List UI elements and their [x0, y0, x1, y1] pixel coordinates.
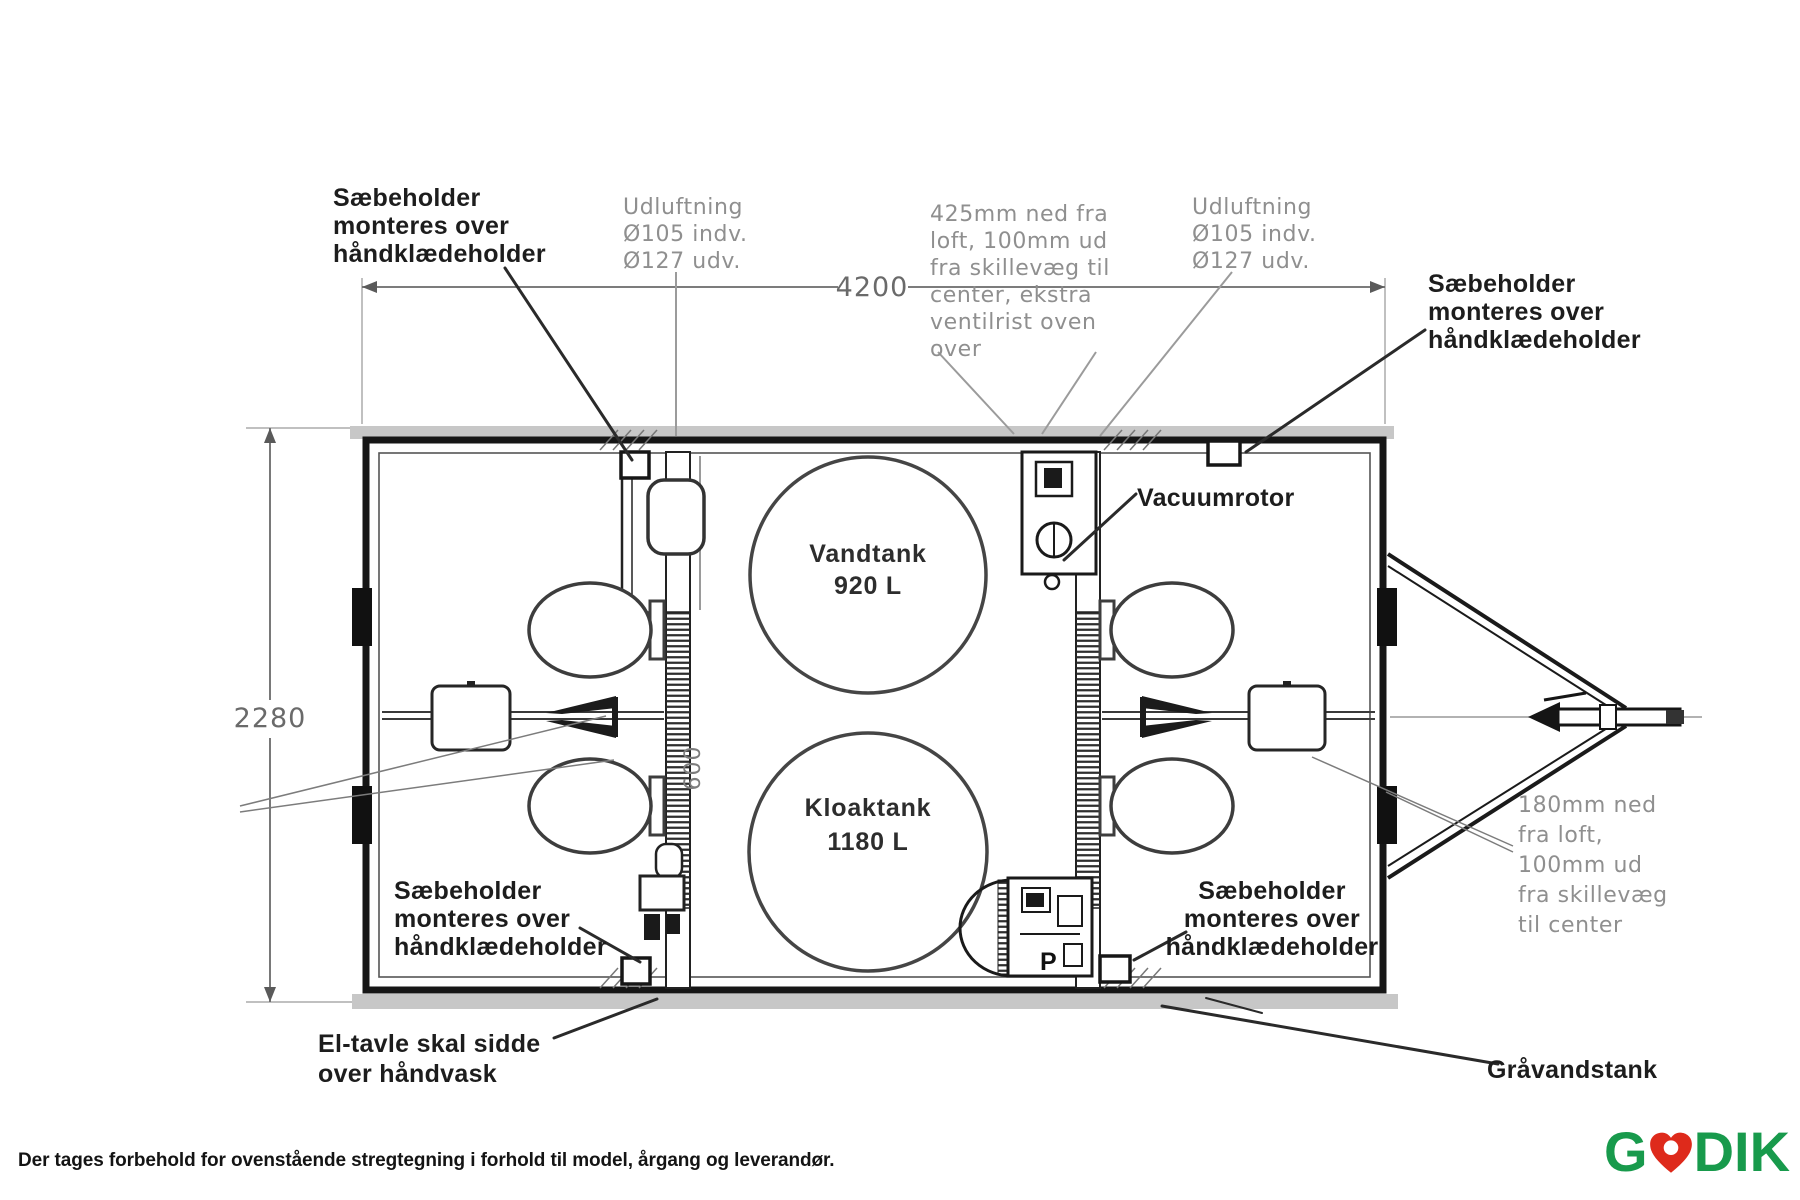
- label-el-tavle: [318, 1030, 540, 1088]
- label-line: Ø127 udv.: [1192, 249, 1310, 274]
- label-line: 100mm ud: [1518, 853, 1643, 878]
- label-line: 425mm ned fra: [930, 202, 1109, 227]
- water-tank-volume: 920 L: [834, 572, 902, 600]
- label-soap-top-left: [333, 184, 546, 268]
- dimension-width: [362, 272, 1385, 424]
- dimension-height: [234, 428, 356, 1002]
- sink-upper-left: [648, 480, 704, 554]
- sewage-tank-volume: 1180 L: [827, 828, 909, 856]
- vacuum-unit-top: [1022, 452, 1096, 589]
- label-line: monteres over: [1183, 905, 1361, 933]
- label-line: fra skillevæg til: [930, 256, 1110, 281]
- label-line: over: [930, 337, 982, 362]
- label-line: center, ekstra: [930, 283, 1093, 308]
- label-line: Ø127 udv.: [623, 249, 741, 274]
- label-line: El-tavle skal sidde: [318, 1030, 541, 1058]
- label-ceiling-425: [930, 202, 1110, 362]
- label-line: 180mm ned: [1518, 793, 1657, 818]
- wheel-right-front: [1377, 588, 1397, 646]
- label-line: håndklædeholder: [394, 933, 607, 961]
- logo-text-g: G: [1604, 1120, 1648, 1183]
- label-soap-top-right: [1428, 270, 1641, 354]
- washstand-left: [432, 681, 510, 750]
- label-line: til center: [1518, 913, 1623, 938]
- water-tank: [750, 457, 986, 693]
- label-line: håndklædeholder: [333, 240, 546, 268]
- label-vacuum-rotor: Vacuumrotor: [1137, 484, 1295, 512]
- label-line: Ø105 indv.: [1192, 222, 1317, 247]
- label-greywater-tank: Gråvandstank: [1487, 1056, 1658, 1084]
- label-line: ventilrist oven: [930, 310, 1097, 335]
- wheel-left-front: [352, 588, 372, 646]
- label-line: Sæbeholder: [1198, 877, 1346, 905]
- dimension-height-label: 2280: [233, 703, 307, 734]
- wheel-right-rear: [1377, 786, 1397, 844]
- label-line: Sæbeholder: [1428, 270, 1576, 298]
- label-line: monteres over: [1428, 298, 1605, 326]
- label-line: Ø105 indv.: [623, 222, 748, 247]
- godik-logo: [1604, 1120, 1791, 1183]
- label-line: Sæbeholder: [333, 184, 481, 212]
- heart-icon: [1647, 1130, 1695, 1178]
- disclaimer-text: Der tages forbehold for ovenstående stregtegning i forhold til model, årgang og leverandør.: [18, 1150, 835, 1171]
- label-line: fra loft,: [1518, 823, 1604, 848]
- washstand-right: [1249, 681, 1325, 750]
- label-ceiling-180: [1518, 793, 1668, 938]
- dimension-600-label: 600: [681, 745, 706, 791]
- label-line: Udluftning: [1192, 195, 1313, 220]
- label-line: monteres over: [333, 212, 510, 240]
- label-line: loft, 100mm ud: [930, 229, 1108, 254]
- label-line: håndklædeholder: [1165, 933, 1379, 961]
- dimension-width-label: 4200: [835, 272, 909, 303]
- pump-letter: P: [1040, 948, 1057, 976]
- label-vent-left: [623, 195, 748, 274]
- label-line: fra skillevæg: [1518, 883, 1668, 908]
- label-line: monteres over: [394, 905, 571, 933]
- label-line: Sæbeholder: [394, 877, 542, 905]
- label-line: Udluftning: [623, 195, 744, 220]
- sewage-tank: [749, 733, 987, 971]
- label-line: over håndvask: [318, 1060, 497, 1088]
- label-line: håndklædeholder: [1428, 326, 1641, 354]
- label-vent-right: [1192, 195, 1317, 274]
- logo-text-dik: DIK: [1693, 1120, 1791, 1183]
- water-tank-name: Vandtank: [809, 540, 927, 568]
- sewage-tank-name: Kloaktank: [804, 794, 932, 822]
